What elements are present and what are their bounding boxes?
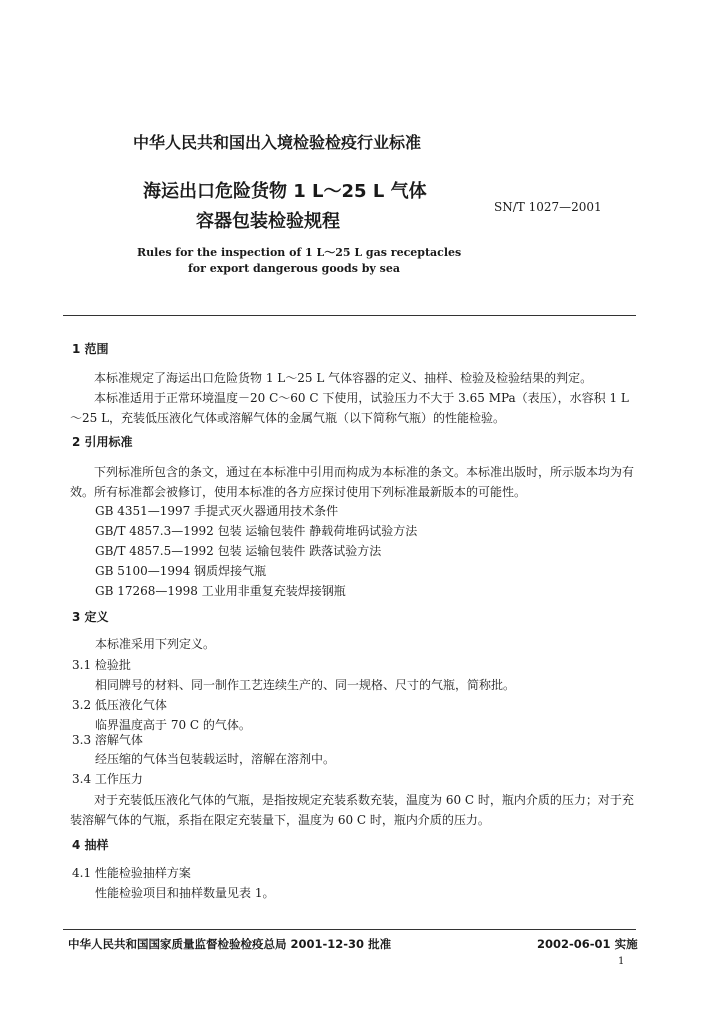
page-number: 1 <box>618 956 625 967</box>
industry-standard-label: 中华人民共和国出入境检验检疫行业标准 <box>133 133 422 152</box>
implementation-date: 2002-06-01 实施 <box>537 937 638 951</box>
title-en-line2: for export dangerous goods by sea <box>188 262 400 275</box>
reference-item: GB 4351—1997 手提式灭火器通用技术条件 <box>95 504 339 518</box>
title-cn-line1: 海运出口危险货物 1 L～25 L 气体 <box>143 181 427 202</box>
definition-3-2-title: 3.2 低压液化气体 <box>72 698 167 712</box>
definition-3-4-title: 3.4 工作压力 <box>72 772 143 786</box>
section-1-heading: 1 范围 <box>72 342 109 356</box>
definition-3-4-text: 对于充装低压液化气体的气瓶，是指按规定充装系数充装，温度为 60 C 时，瓶内介质的压力；对于充装溶解气体的气瓶，系指在限定充装量下，温度为 60 C 时，瓶内介质的压力。 <box>70 793 634 827</box>
definition-3-3-title: 3.3 溶解气体 <box>72 733 143 747</box>
reference-item: GB 5100—1994 钢质焊接气瓶 <box>95 564 267 578</box>
definition-3-2-text: 临界温度高于 70 C 的气体。 <box>95 718 251 732</box>
reference-item: GB/T 4857.3—1992 包装 运输包装件 静载荷堆码试验方法 <box>95 524 418 538</box>
reference-item: GB 17268—1998 工业用非重复充装焊接钢瓶 <box>95 584 346 598</box>
section-2-para-1: 下列标准所包含的条文，通过在本标准中引用而构成为本标准的条文。本标准出版时，所示版本均为有效。所有标准都会被修订，使用本标准的各方应探讨使用下列标准最新版本的可能性。 <box>70 465 635 499</box>
reference-item: GB/T 4857.5—1992 包装 运输包装件 跌落试验方法 <box>95 544 382 558</box>
definition-3-1-title: 3.1 检验批 <box>72 658 131 672</box>
section-4-heading: 4 抽样 <box>72 838 109 852</box>
standard-number: SN/T 1027—2001 <box>494 200 602 214</box>
title-cn-line2: 容器包装检验规程 <box>196 211 340 232</box>
subsection-4-1-title: 4.1 性能检验抽样方案 <box>72 866 191 880</box>
subsection-4-1-text: 性能检验项目和抽样数量见表 1。 <box>95 886 275 900</box>
header-divider <box>63 315 636 316</box>
section-1-para-1: 本标准规定了海运出口危险货物 1 L～25 L 气体容器的定义、抽样、检验及检验结果的判定。 <box>94 371 593 385</box>
footer-divider <box>63 929 636 930</box>
approval-line: 中华人民共和国国家质量监督检验检疫总局 2001-12-30 批准 <box>68 937 392 951</box>
definition-3-3-text: 经压缩的气体当包装载运时，溶解在溶剂中。 <box>95 752 336 766</box>
section-1-para-2: 本标准适用于正常环境温度－20 C～60 C 下使用，试验压力不大于 3.65 MPa（表压），水容积 1 L～25 L，充装低压液化气体或溶解气体的金属气瓶（以下简称气瓶）的性能检验。 <box>70 391 629 425</box>
title-en-line1: Rules for the inspection of 1 L～25 L gas receptacles <box>137 246 462 259</box>
section-3-intro: 本标准采用下列定义。 <box>95 637 216 651</box>
definition-3-1-text: 相同牌号的材料、同一制作工艺连续生产的、同一规格、尺寸的气瓶，简称批。 <box>95 678 516 692</box>
section-3-heading: 3 定义 <box>72 610 109 624</box>
section-2-heading: 2 引用标准 <box>72 435 133 449</box>
